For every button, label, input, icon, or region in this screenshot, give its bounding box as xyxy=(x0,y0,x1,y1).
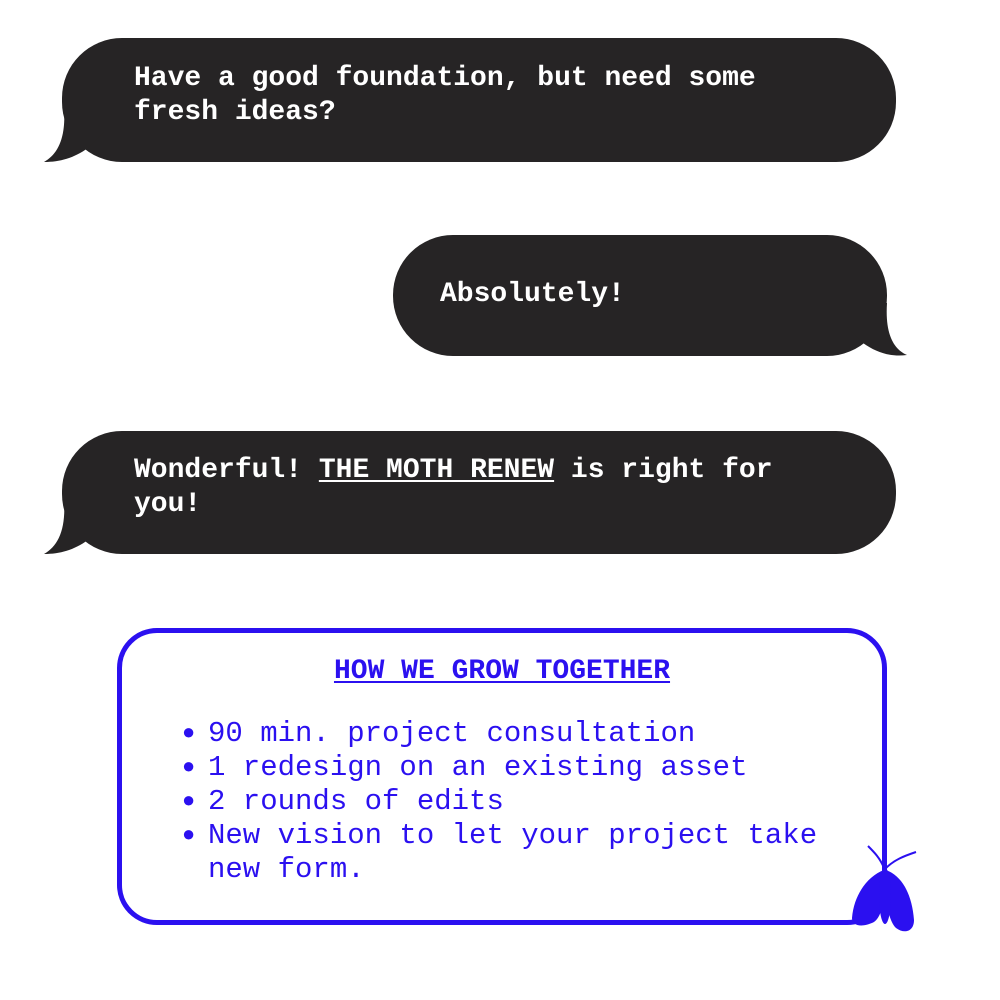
chat-bubble-question xyxy=(62,38,896,162)
message-text: Have a good foundation, but need some fresh ideas? xyxy=(134,63,756,128)
chat-bubble-reply xyxy=(393,235,887,356)
list-item-text: 90 min. project consultation xyxy=(208,717,696,750)
chat-bubble-answer xyxy=(62,431,896,554)
bullet-icon: ● xyxy=(182,789,196,814)
bullet-icon: ● xyxy=(182,755,196,780)
the-moth-renew-link[interactable]: THE MOTH RENEW xyxy=(318,455,555,486)
moth-icon xyxy=(848,838,920,936)
bullet-icon: ● xyxy=(182,823,196,848)
feature-list xyxy=(176,717,856,887)
list-item xyxy=(176,717,856,751)
bubble-tail-left xyxy=(44,500,104,554)
message-text: Absolutely! xyxy=(440,279,625,310)
list-item-text: 1 redesign on an existing asset xyxy=(208,751,748,784)
list-item xyxy=(176,819,856,887)
bubble-tail-right xyxy=(847,303,907,357)
list-item-text: 2 rounds of edits xyxy=(208,785,504,818)
card-title: HOW WE GROW TOGETHER xyxy=(333,656,671,687)
bubble-tail-left xyxy=(44,108,104,162)
list-item-text: New vision to let your project take new form. xyxy=(208,819,818,886)
message-text-after: is right for you! xyxy=(134,455,773,520)
list-item xyxy=(176,785,856,819)
how-we-grow-card xyxy=(117,628,887,925)
bullet-icon: ● xyxy=(182,721,196,746)
message-text-before: Wonderful! xyxy=(134,455,319,486)
list-item xyxy=(176,751,856,785)
